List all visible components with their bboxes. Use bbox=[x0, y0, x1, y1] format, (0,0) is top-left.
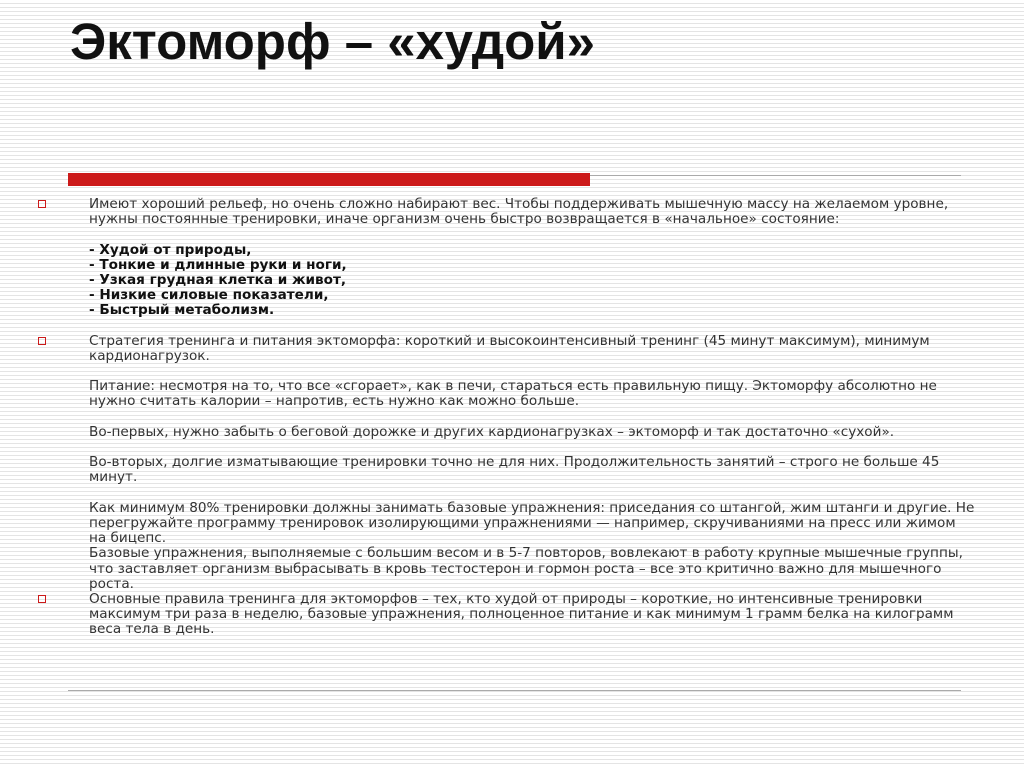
ectomorph-traits-list bbox=[89, 243, 976, 319]
bullet-training-rules bbox=[36, 592, 976, 638]
basic-exercises-paragraph: Как минимум 80% тренировки должны занимать базовые упражнения: приседания со штангой, жим штанги и другие. Не перегружайте программу тренировок изолирующими упражнениями — например, скручиваниями на пресс или жимом на бицепс. bbox=[89, 499, 975, 547]
square-bullet-icon bbox=[38, 200, 46, 208]
trait-item: - Тонкие и длинные руки и ноги, bbox=[89, 256, 347, 273]
nutrition-paragraph: Питание: несмотря на то, что все «сгорает», как в печи, стараться есть правильную пищу. Эктоморфу абсолютно не нужно считать калории – напротив, есть нужно как можно больше. bbox=[89, 378, 937, 410]
bullet-ectomorph-description bbox=[36, 197, 976, 319]
slide-content bbox=[36, 197, 976, 638]
description-paragraph: Имеют хороший рельеф, но очень сложно набирают вес. Чтобы поддерживать мышечную массу на желаемом уровне, нужны постоянные тренировки, иначе организм очень быстро возвращается в «начальное» состояние: bbox=[89, 196, 949, 228]
bullet-training-strategy bbox=[36, 334, 976, 592]
trait-item: - Низкие силовые показатели, bbox=[89, 287, 329, 304]
trait-item: - Узкая грудная клетка и живот, bbox=[89, 272, 347, 288]
bottom-divider-line bbox=[68, 690, 961, 691]
rules-paragraph: Основные правила тренинга для эктоморфов – тех, кто худой от природы – короткие, но интенсивные тренировки максимум три раза в неделю, базовые упражнения, полноценное питание и как минимум 1 грамм белка на килограмм веса тела в день. bbox=[89, 591, 954, 638]
trait-item: - Худой от природы, bbox=[89, 241, 252, 258]
first-point-paragraph: Во-первых, нужно забыть о беговой дорожке и других кардионагрузках – эктоморф и так достаточно «сухой». bbox=[89, 423, 895, 440]
title-accent-bar bbox=[68, 173, 590, 186]
second-point-paragraph: Во-вторых, долгие изматывающие тренировки точно не для них. Продолжительность занятий – строго не больше 45 минут. bbox=[89, 454, 940, 486]
square-bullet-icon bbox=[38, 337, 46, 345]
slide-title: Эктоморф – «худой» bbox=[70, 13, 595, 70]
basic-exercises-explanation: Базовые упражнения, выполняемые с большим весом и в 5-7 повторов, вовлекают в работу крупные мышечные группы, что заставляет организм выбрасывать в кровь тестостерон и гормон роста – все это критично важно для мышечного роста. bbox=[89, 545, 963, 592]
square-bullet-icon bbox=[38, 595, 46, 603]
trait-item: - Быстрый метаболизм. bbox=[89, 302, 275, 319]
strategy-paragraph: Стратегия тренинга и питания эктоморфа: короткий и высокоинтенсивный тренинг (45 минут максимум), минимум кардионагрузок. bbox=[89, 332, 930, 364]
